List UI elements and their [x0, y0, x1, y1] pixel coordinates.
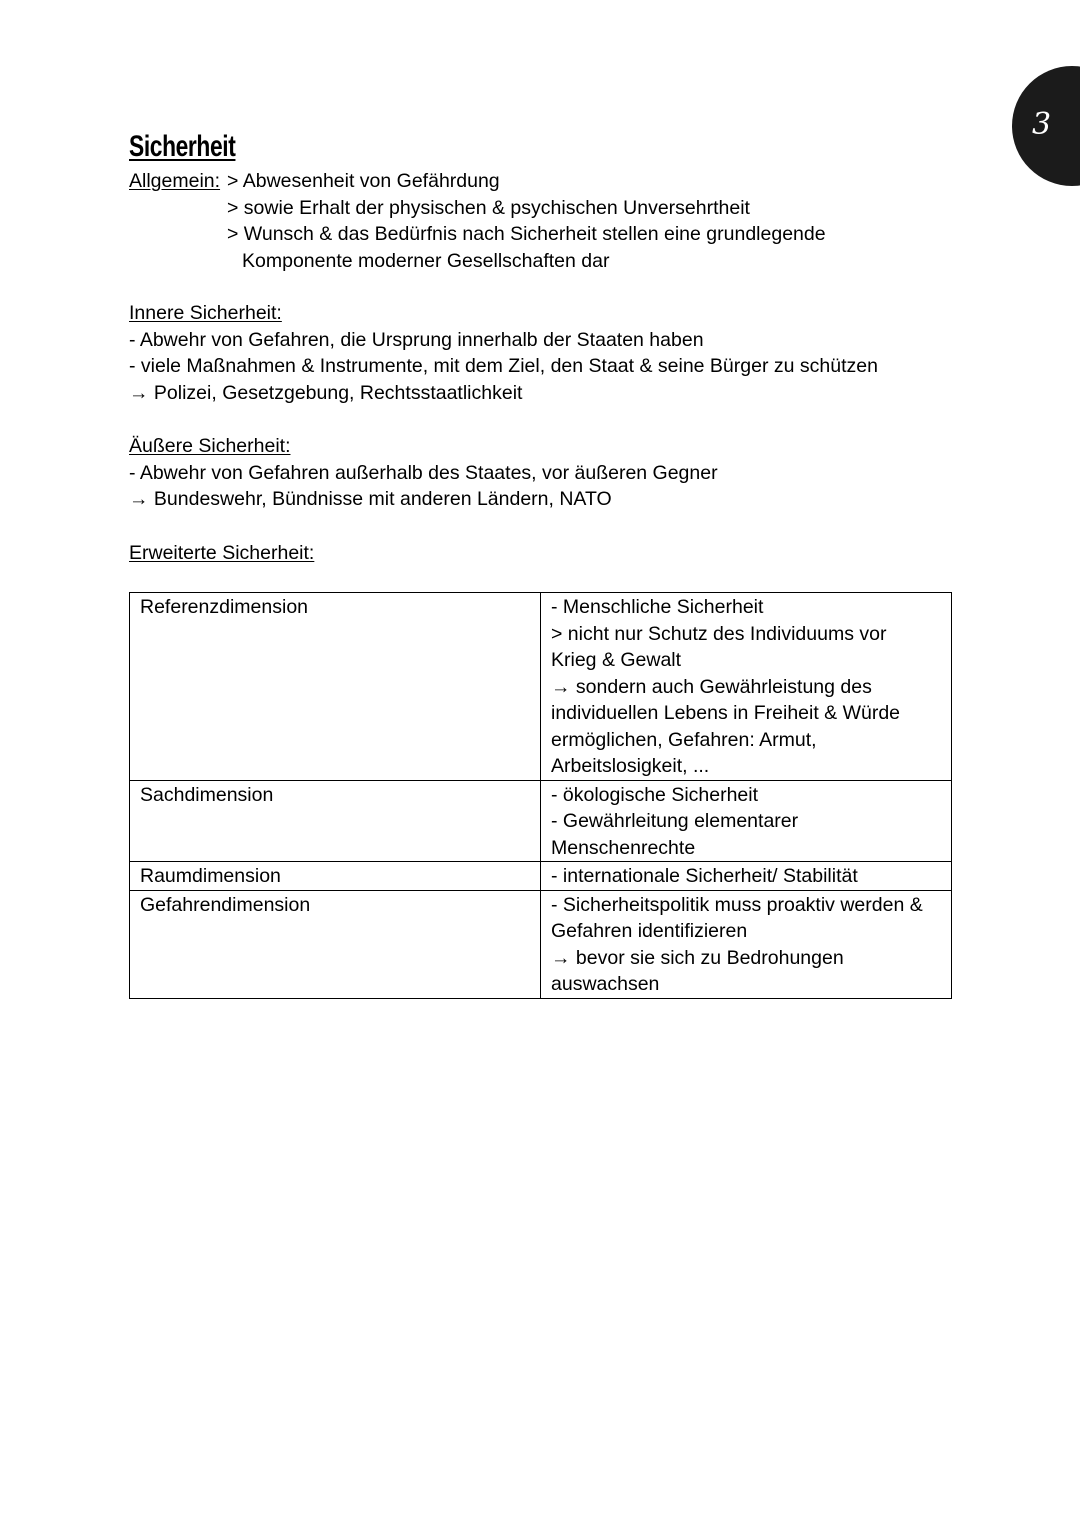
description-line: → sondern auch Gewährleistung des: [551, 675, 872, 698]
table-row: [130, 780, 952, 862]
page-title: Sicherheit: [129, 130, 236, 163]
section-line: - Abwehr von Gefahren, die Ursprung innerhalb der Staaten haben: [129, 328, 704, 351]
table-row: [130, 862, 952, 891]
description-line: Krieg & Gewalt: [551, 649, 682, 671]
description-cell: [541, 862, 952, 891]
general-section: [129, 168, 826, 274]
dimension-cell: Referenzdimension: [130, 593, 541, 781]
general-line: > sowie Erhalt der physischen & psychischen Unversehrtheit: [227, 196, 750, 219]
description-line: - Sicherheitspolitik muss proaktiv werden &: [551, 893, 923, 916]
general-line: > Wunsch & das Bedürfnis nach Sicherheit stellen eine grundlegende: [227, 223, 826, 245]
description-cell: [541, 780, 952, 862]
section-line: → Polizei, Gesetzgebung, Rechtsstaatlichkeit: [129, 381, 523, 404]
description-line: individuellen Lebens in Freiheit & Würde: [551, 702, 901, 724]
description-line: → bevor sie sich zu Bedrohungen: [551, 946, 844, 969]
description-line: - Menschliche Sicherheit: [551, 596, 764, 618]
section-heading: Äußere Sicherheit:: [129, 435, 291, 457]
dimension-cell: Raumdimension: [130, 862, 541, 891]
description-line: > nicht nur Schutz des Individuums vor: [551, 622, 887, 645]
outer-security-section: [129, 433, 718, 513]
description-line: Gefahren identifizieren: [551, 920, 748, 942]
description-cell: [541, 593, 952, 781]
section-line: → Bundeswehr, Bündnisse mit anderen Ländern, NATO: [129, 488, 612, 510]
description-line: - ökologische Sicherheit: [551, 783, 759, 806]
dimensions-table: [129, 592, 952, 999]
dimension-cell: Sachdimension: [130, 780, 541, 862]
section-line: - Abwehr von Gefahren außerhalb des Staates, vor äußeren Gegner: [129, 461, 718, 484]
description-line: ermöglichen, Gefahren: Armut,: [551, 728, 817, 751]
section-heading: Erweiterte Sicherheit:: [129, 542, 315, 564]
description-line: auswachsen: [551, 973, 660, 995]
general-label: Allgemein:: [129, 170, 221, 192]
section-line: - viele Maßnahmen & Instrumente, mit dem Ziel, den Staat & seine Bürger zu schützen: [129, 355, 878, 377]
description-line: - Gewährleitung elementarer: [551, 810, 799, 832]
section-heading: Innere Sicherheit:: [129, 302, 282, 324]
extended-security-section: [129, 540, 314, 567]
table-row: [130, 593, 952, 781]
description-line: Arbeitslosigkeit, ...: [551, 755, 710, 777]
general-line: > Abwesenheit von Gefährdung: [227, 170, 500, 192]
page-number: 3: [1032, 107, 1052, 142]
description-cell: [541, 890, 952, 998]
table-row: [130, 890, 952, 998]
inner-security-section: [129, 300, 878, 406]
dimension-cell: Gefahrendimension: [130, 890, 541, 998]
general-line: Komponente moderner Gesellschaften dar: [242, 249, 610, 272]
description-line: - internationale Sicherheit/ Stabilität: [551, 865, 858, 887]
description-line: Menschenrechte: [551, 836, 696, 859]
